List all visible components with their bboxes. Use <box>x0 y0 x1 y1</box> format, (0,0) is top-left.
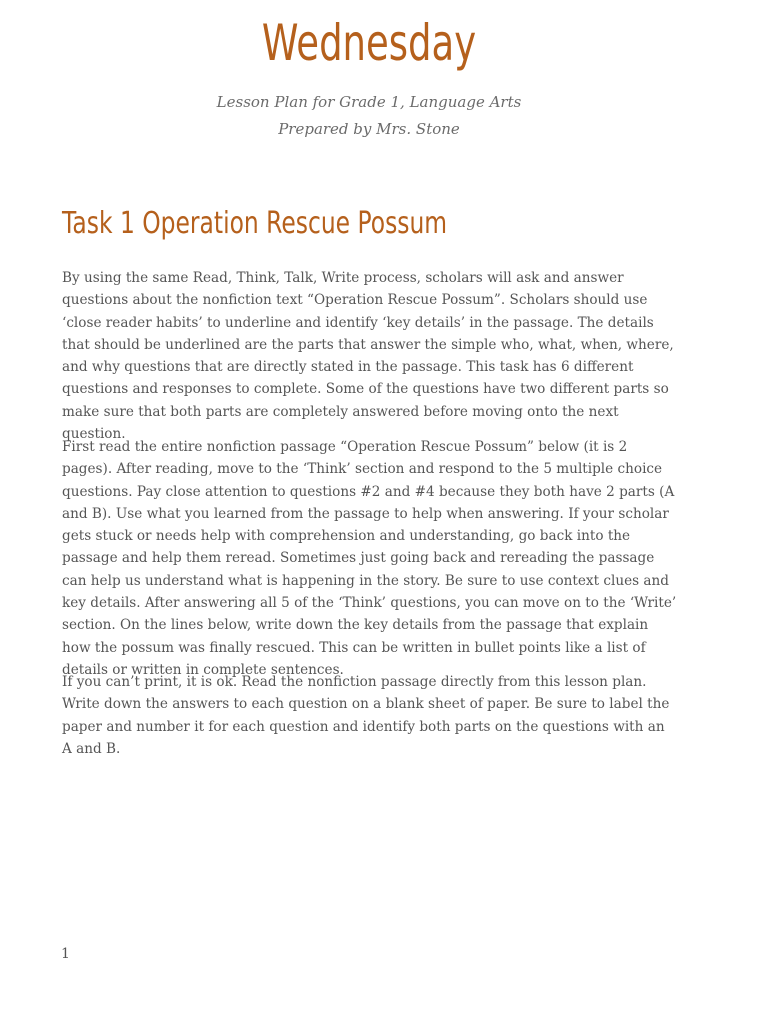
prepared-by-subtitle: Prepared by Mrs. Stone <box>278 120 460 138</box>
paragraph-1: By using the same Read, Think, Talk, Write process, scholars will ask and answer questions about the nonfiction text “Operation Rescue Possum”. Scholars should use ‘close reader habits’ to underline and identify ‘key details’ in the passage. The details that should be underlined are the parts that answer the simple who, what, when, where, and why questions that are directly stated in the passage. This task has 6 different questions and responses to complete. Some of the questions have two different parts so make sure that both parts are completely answered before moving onto the next question. <box>62 270 674 443</box>
page-title: Wednesday <box>261 14 477 72</box>
paragraph-3: If you can’t print, it is ok. Read the nonfiction passage directly from this lesson plan. Write down the answers to each question on a blank sheet of paper. Be sure to label the paper and number it for each question and identify both parts on the questions with an A and B. <box>62 674 670 757</box>
page-number: 1 <box>61 946 70 962</box>
paragraph-2: First read the entire nonfiction passage “Operation Rescue Possum” below (it is 2 pages). After reading, move to the ‘Think’ section and respond to the 5 multiple choice questions. Pay close attention to questions #2 and #4 because they both have 2 parts (A and B). Use what you learned from the passage to help when answering. If your scholar gets stuck or needs help with comprehension and understanding, go back into the passage and help them reread. Sometimes just going back and rereading the passage can help us understand what is happening in the story. Be sure to use context clues and key details. After answering all 5 of the ‘Think’ questions, you can move on to the ‘Write’ section. On the lines below, write down the key details from the passage that explain how the possum was finally rescued. This can be written in bullet points like a list of details or written in complete sentences. <box>62 439 677 678</box>
lesson-plan-subtitle: Lesson Plan for Grade 1, Language Arts <box>216 93 522 111</box>
task-heading: Task 1 Operation Rescue Possum <box>62 206 448 241</box>
